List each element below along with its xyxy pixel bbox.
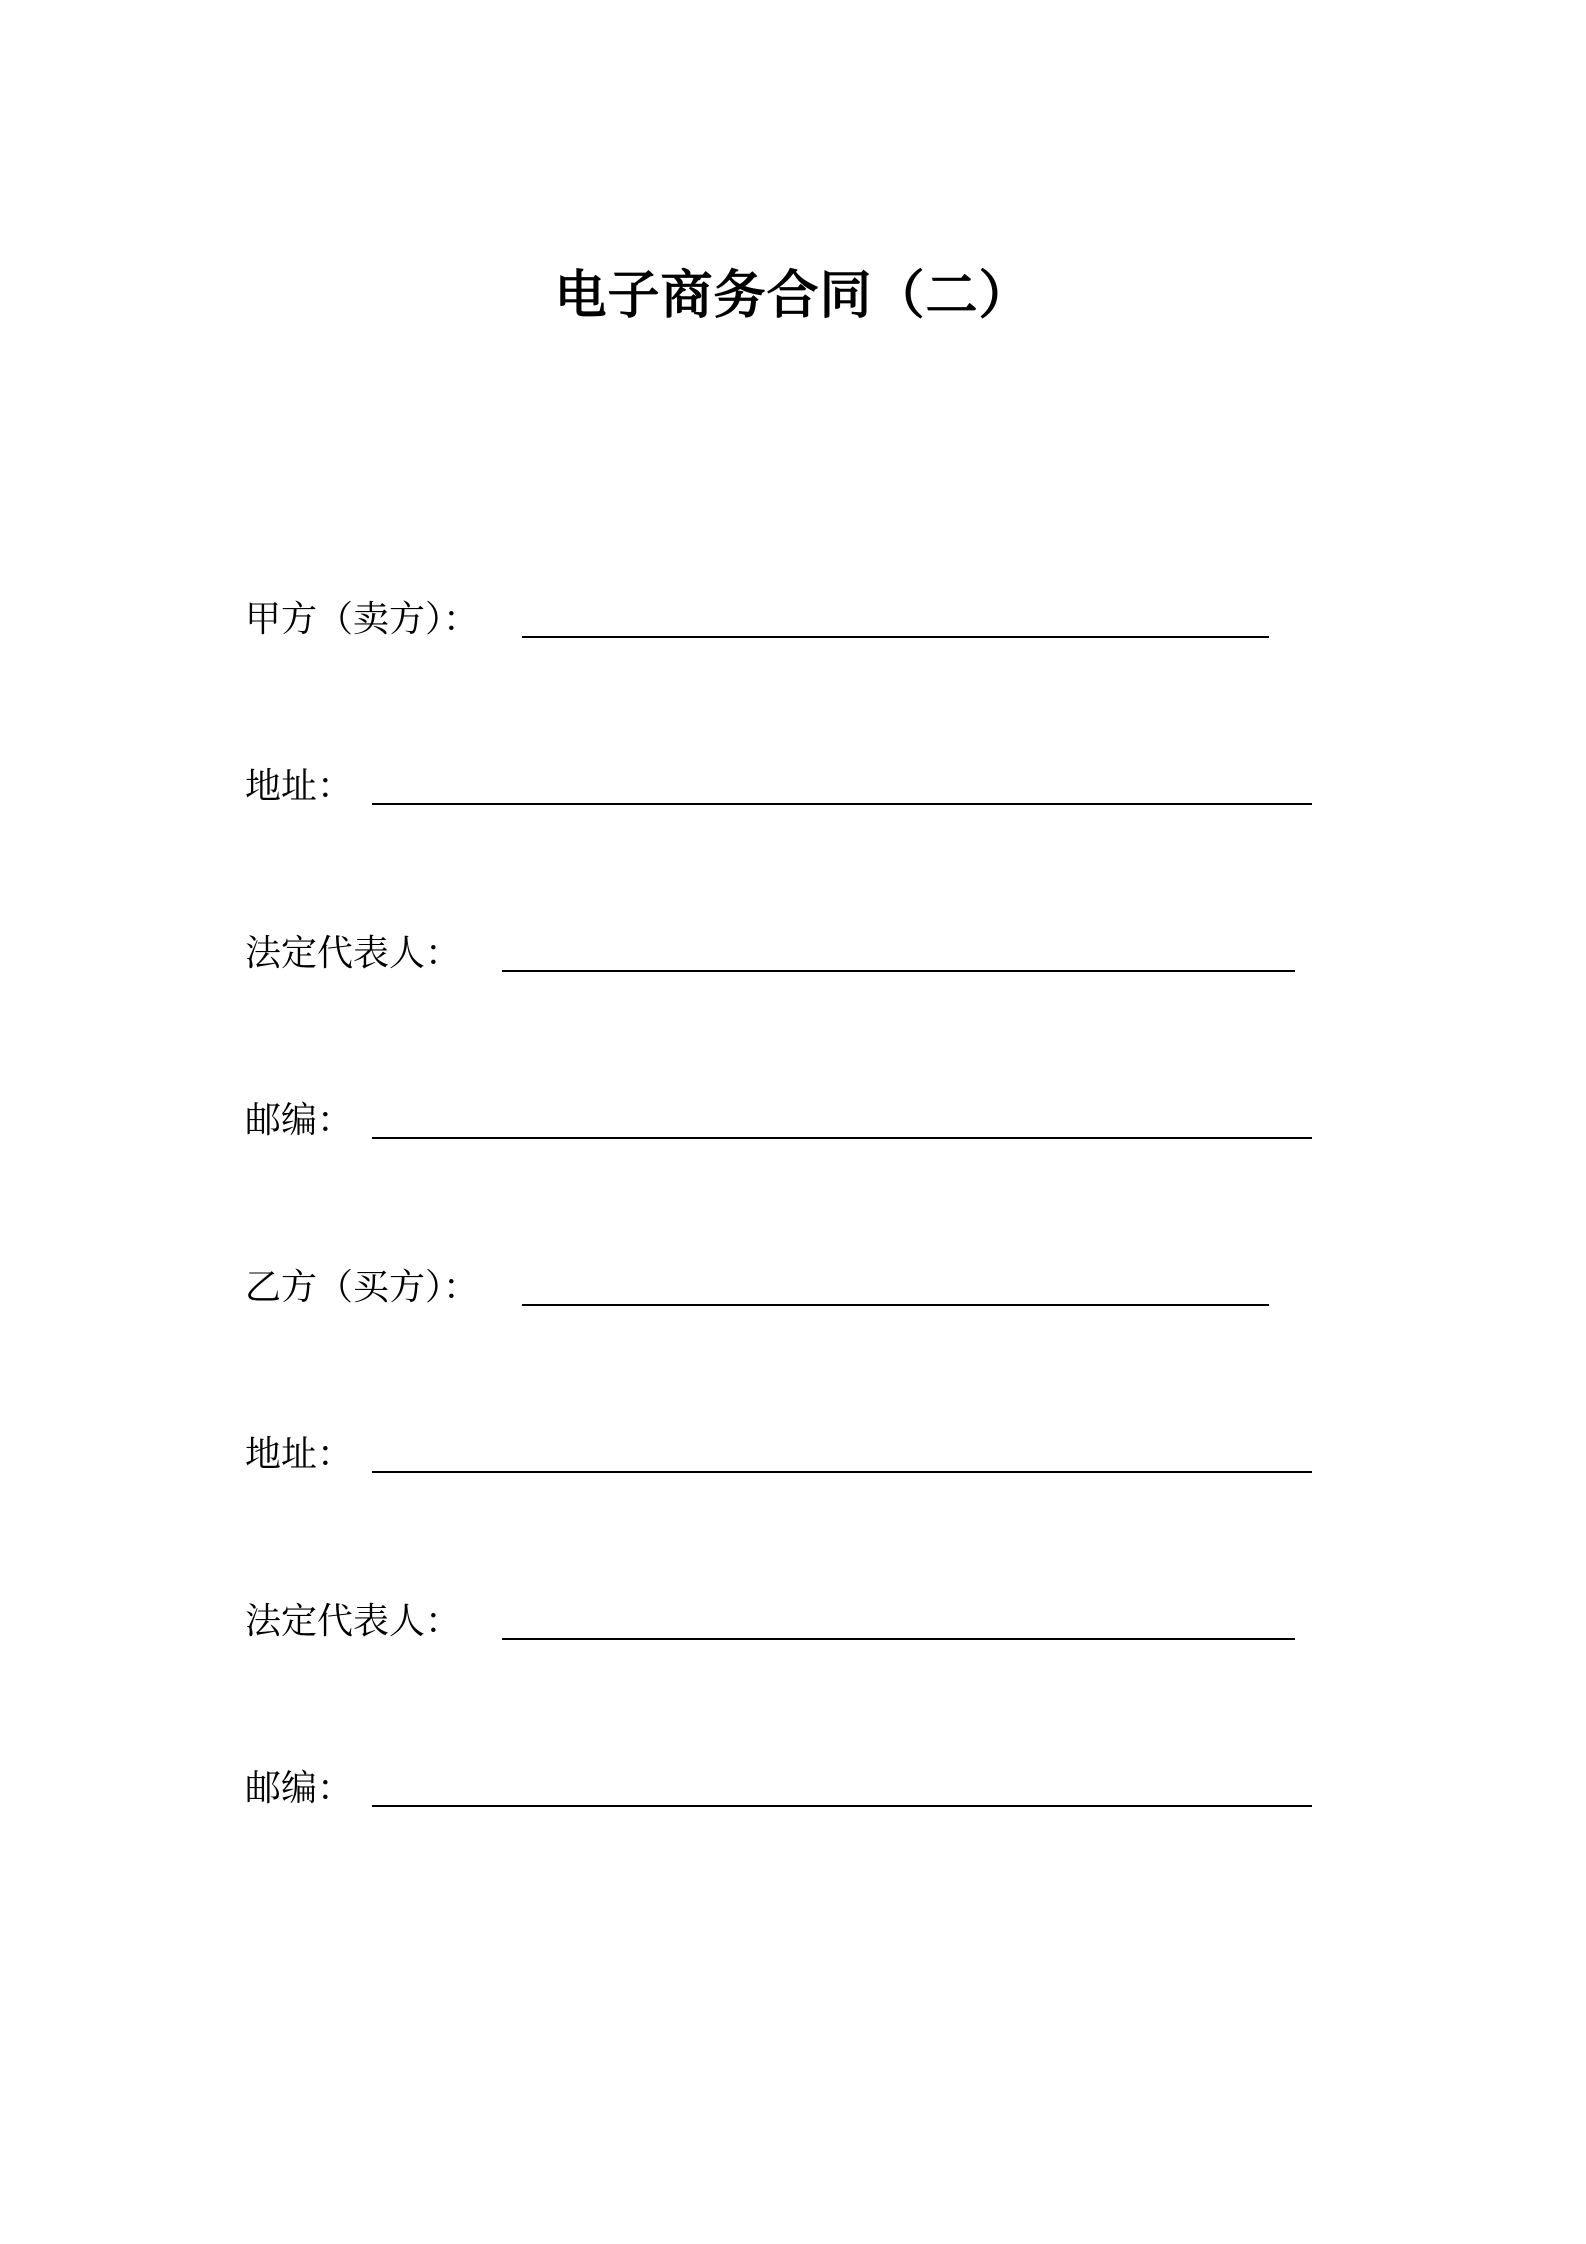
party-b-representative-label: 法定代表人：: [245, 1601, 462, 1642]
party-a-address-row: [0, 704, 1586, 871]
party-b-postcode-blank-line: [372, 1805, 1312, 1807]
party-b-postcode-label: 邮编：: [245, 1768, 354, 1809]
party-a-representative-label: 法定代表人：: [245, 933, 462, 974]
party-a-address-blank-line: [372, 803, 1312, 805]
party-b-postcode-row: [0, 1706, 1586, 1873]
party-a-row: [0, 537, 1586, 704]
party-b-label: 乙方（买方）：: [245, 1267, 480, 1308]
party-b-representative-blank-line: [502, 1638, 1295, 1640]
party-fields: [0, 537, 1586, 1873]
party-b-row: [0, 1205, 1586, 1372]
party-a-representative-blank-line: [502, 970, 1295, 972]
party-b-address-blank-line: [372, 1471, 1312, 1473]
party-a-representative-row: [0, 871, 1586, 1038]
party-b-blank-line: [522, 1304, 1269, 1306]
party-a-postcode-label: 邮编：: [245, 1100, 354, 1141]
party-a-address-label: 地址：: [245, 766, 354, 807]
party-a-postcode-row: [0, 1038, 1586, 1205]
document-title: 电子商务合同（二）: [554, 266, 1032, 326]
party-a-label: 甲方（卖方）：: [245, 599, 480, 640]
party-a-blank-line: [522, 636, 1269, 638]
party-b-address-label: 地址：: [245, 1434, 354, 1475]
party-b-address-row: [0, 1372, 1586, 1539]
party-a-postcode-blank-line: [372, 1137, 1312, 1139]
party-b-representative-row: [0, 1539, 1586, 1706]
